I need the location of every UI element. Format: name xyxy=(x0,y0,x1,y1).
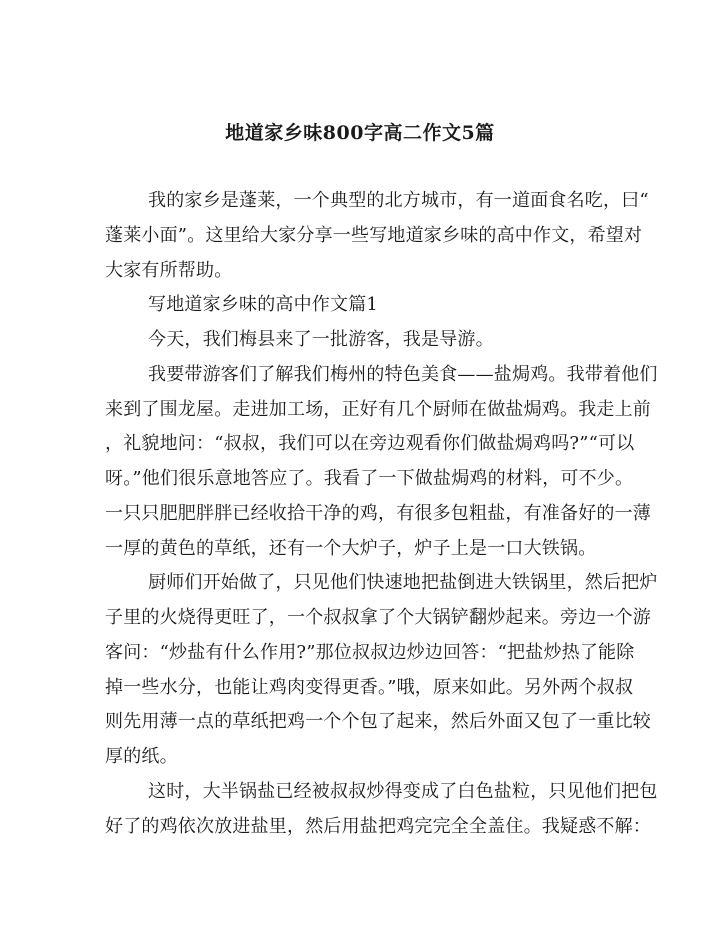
text-line: ，礼貌地问：“叔叔，我们可以在旁边观看你们做盐焗鸡吗?”“可以 xyxy=(105,433,635,455)
text-line: 这时，大半锅盐已经被叔叔炒得变成了白色盐粒，只见他们把包 xyxy=(148,780,658,802)
text-line: 一只只肥肥胖胖已经收拾干净的鸡，有很多包粗盐，有准备好的一薄 xyxy=(105,502,651,524)
text-line: 则先用薄一点的草纸把鸡一个个包了起来，然后外面又包了一重比较 xyxy=(105,711,651,733)
text-line: 我要带游客们了解我们梅州的特色美食——盐焗鸡。我带着他们 xyxy=(148,363,658,385)
text-line: 我的家乡是蓬莱，一个典型的北方城市，有一道面食名吃，曰“ xyxy=(148,190,649,211)
text-line: 厚的纸。 xyxy=(105,746,178,767)
text-line: 呀。”他们很乐意地答应了。我看了一下做盐焗鸡的材料，可不少。 xyxy=(105,468,634,489)
text-line: 蓬莱小面”。这里给大家分享一些写地道家乡味的高中作文，希望对 xyxy=(105,224,643,246)
text-line: 一厚的黄色的草纸，还有一个大炉子，炉子上是一口大铁锅。 xyxy=(105,537,597,559)
text-line: 来到了围龙屋。走进加工场，正好有几个厨师在做盐焗鸡。我走上前 xyxy=(105,398,651,420)
text-line: 子里的火烧得更旺了，一个叔叔拿了个大锅铲翻炒起来。旁边一个游 xyxy=(105,607,651,628)
text-line: 掉一些水分，也能让鸡肉变得更香。”哦，原来如此。另外两个叔叔 xyxy=(105,676,634,698)
text-line: 大家有所帮助。 xyxy=(105,259,233,281)
document-body xyxy=(105,184,658,844)
text-line: 今天，我们梅县来了一批游客，我是导游。 xyxy=(148,329,494,350)
text-line: 厨师们开始做了，只见他们快速地把盐倒进大铁锅里，然后把炉 xyxy=(148,572,658,594)
section-heading: 写地道家乡味的高中作文篇1 xyxy=(148,294,379,316)
text-line: 客问：“炒盐有什么作用?”那位叔叔边炒边回答：“把盐炒热了能除 xyxy=(105,641,635,663)
text-line: 好了的鸡依次放进盐里，然后用盐把鸡完完全全盖住。我疑惑不解： xyxy=(105,815,651,837)
document-title: 地道家乡味800字高二作文5篇 xyxy=(225,122,495,144)
